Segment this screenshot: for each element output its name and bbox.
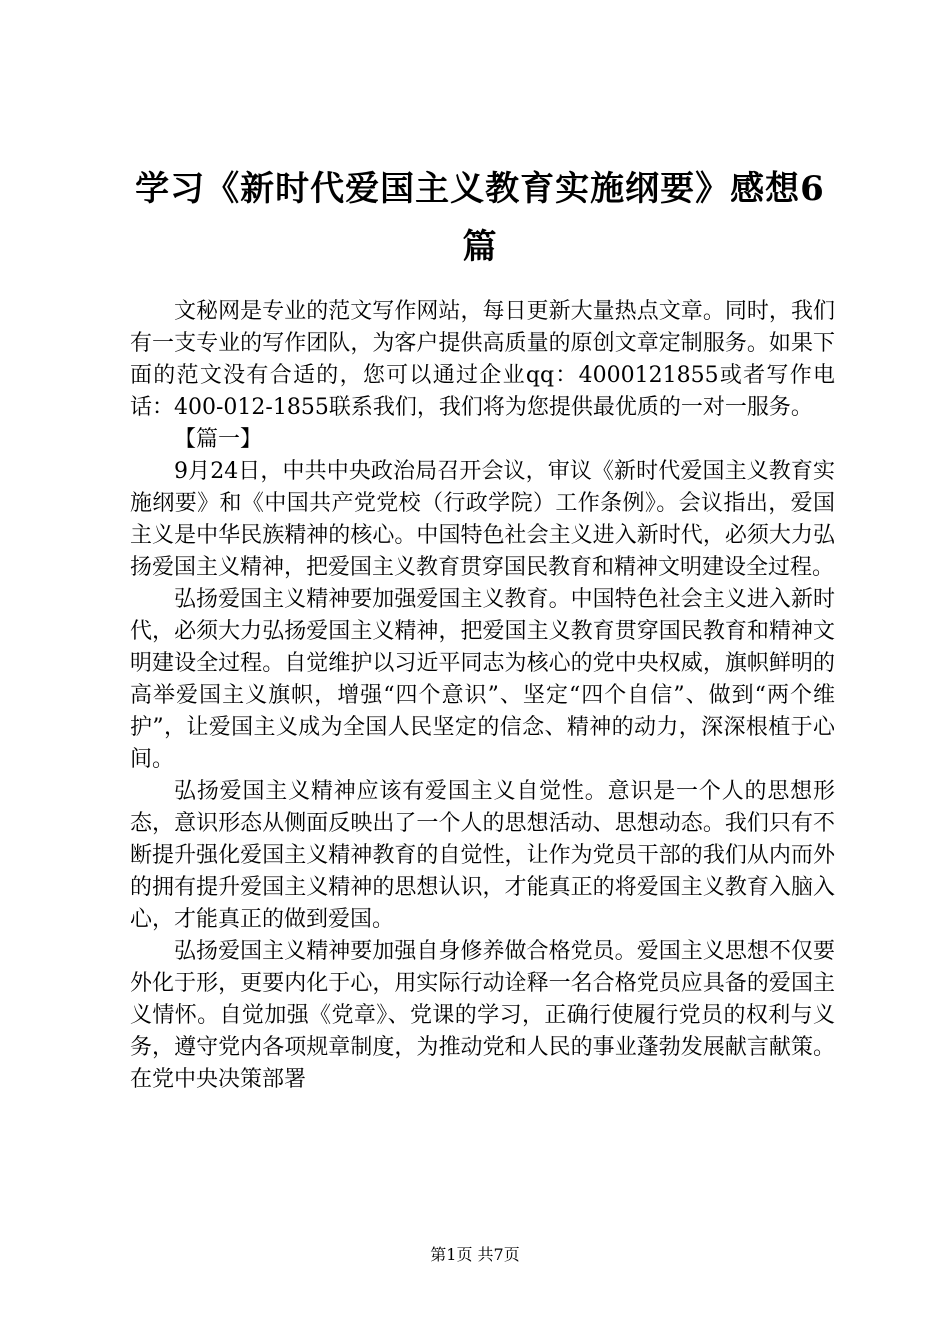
section-heading: 【篇一】 [174,427,263,452]
intro-paragraph: 文秘网是专业的范文写作网站，每日更新大量热点文章。同时，我们有一支专业的写作团队，为客户提供高质量的原创文章定制服务。如果下面的范文没有合适的，您可以通过企业qq：4000121855或者写作电话：400-012-1855联系我们，我们将为您提供最优质的一对一服务。 [130,299,835,420]
document-title: 学习《新时代爱国主义教育实施纲要》感想6篇 [135,169,825,267]
body-paragraph: 弘扬爱国主义精神要加强自身修养做合格党员。爱国主义思想不仅要外化于形，更要内化于心，用实际行动诠释一名合格党员应具备的爱国主义情怀。自觉加强《党章》、党课的学习，正确行使履行党员的权利与义务，遵守党内各项规章制度，为推动党和人民的事业蓬勃发展献言献策。在党中央决策部署 [130,939,835,1092]
body-paragraph: 9月24日，中共中央政治局召开会议，审议《新时代爱国主义教育实施纲要》和《中国共产党党校（行政学院）工作条例》。会议指出，爱国主义是中华民族精神的核心。中国特色社会主义进入新时代，必须大力弘扬爱国主义精神，把爱国主义教育贯穿国民教育和精神文明建设全过程。 [130,459,835,580]
body-paragraph: 弘扬爱国主义精神要加强爱国主义教育。中国特色社会主义进入新时代，必须大力弘扬爱国主义精神，把爱国主义教育贯穿国民教育和精神文明建设全过程。自觉维护以习近平同志为核心的党中央权威，旗帜鲜明的高举爱国主义旗帜，增强“四个意识”、坚定“四个自信”、做到“两个维护”，让爱国主义成为全国人民坚定的信念、精神的动力，深深根植于心间。 [130,587,835,772]
body-paragraph: 弘扬爱国主义精神应该有爱国主义自觉性。意识是一个人的思想形态，意识形态从侧面反映出了一个人的思想活动、思想动态。我们只有不断提升强化爱国主义精神教育的自觉性，让作为党员干部的我们从内而外的拥有提升爱国主义精神的思想认识，才能真正的将爱国主义教育入脑入心，才能真正的做到爱国。 [130,779,835,932]
document-body [130,296,835,1096]
page-number-footer: 第1页 共7页 [430,1245,520,1264]
